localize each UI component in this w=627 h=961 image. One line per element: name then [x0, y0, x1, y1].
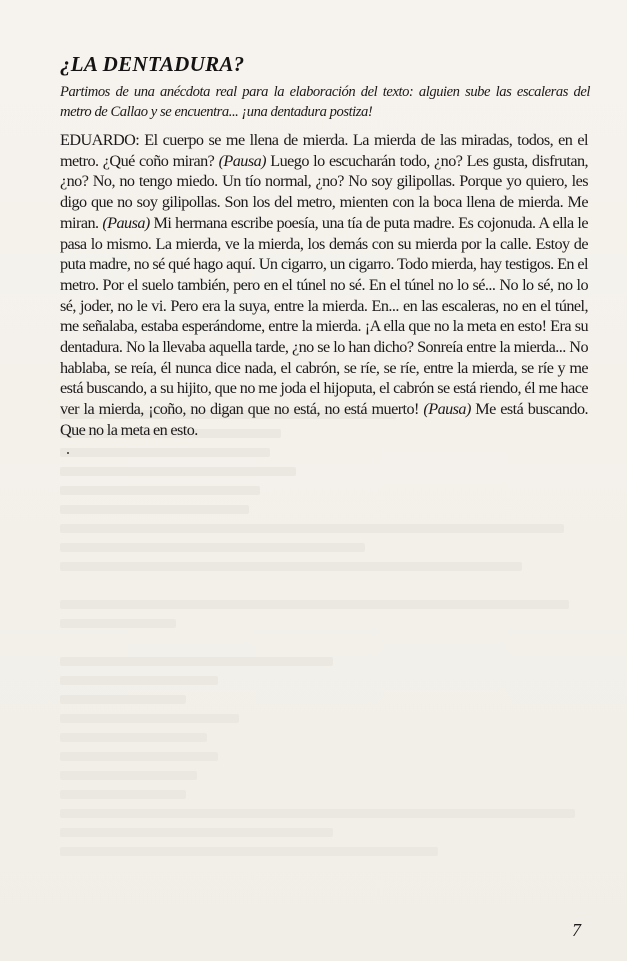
stage-direction: (Pausa) [102, 213, 150, 232]
speech-text: Me está buscando. Que no la meta en esto. [60, 400, 588, 439]
dialogue-paragraph [60, 130, 588, 441]
page-title: ¿LA DENTADURA? [60, 52, 245, 76]
stage-direction: (Pausa) [423, 400, 471, 419]
bleed-through-text [60, 410, 585, 866]
stage-direction: (Pausa) [218, 151, 266, 170]
speaker-name: EDUARDO: [60, 131, 140, 149]
speech-text: Luego lo escucharán todo, ¿no? Les gusta, disfrutan, ¿no? No, no tengo miedo. Un tío normal, ¿no? No soy gilipollas. Porque yo quiero, les digo que no soy gilipollas. Son los del metro, mienten con la boca llena de mierda. Me miran. [60, 151, 588, 232]
intro-paragraph: Partimos de una anécdota real para la elaboración del texto: alguien sube las escaleras del metro de Callao y se encuentra... ¡una dentadura postiza! [60, 84, 590, 120]
speech-text: Mi hermana escribe poesía, una tía de puta madre. Es cojonuda. A ella le pasa lo mismo. La mierda, ve la mierda, los demás con su mierda por la calle. Estoy de puta madre, no sé qué hago aquí. Un cigarro, un cigarro. Todo mierda, hay testigos. En el metro. Por el suelo también, pero en el túnel no sé. En el túnel no lo sé... No lo sé, no lo sé, joder, no le vi. Pero era la suya, entre la mierda. En... en las escaleras, no en el túnel, me señalaba, estaba esperándome, entre la mierda. ¡A ella que no la meta en esto! Era su dentadura. No la llevaba aquella tarde, ¿no se lo han dicho? Sonreía entre la mierda... No hablaba, se reía, él nunca dice nada, el cabrón, se ríe, se ríe, entre la mierda, se ríe y me está buscando, a su hijito, que no me joda el hijoputa, el cabrón se está riendo, él me hace ver la mierda, ¡coño, no digan que no está, no está muerto! [60, 213, 589, 419]
stray-mark [67, 452, 69, 454]
speech-text: El cuerpo se me llena de mierda. La mierda de las miradas, todos, en el metro. ¿Qué coño miran? [60, 131, 588, 170]
page-number: 7 [572, 920, 581, 940]
